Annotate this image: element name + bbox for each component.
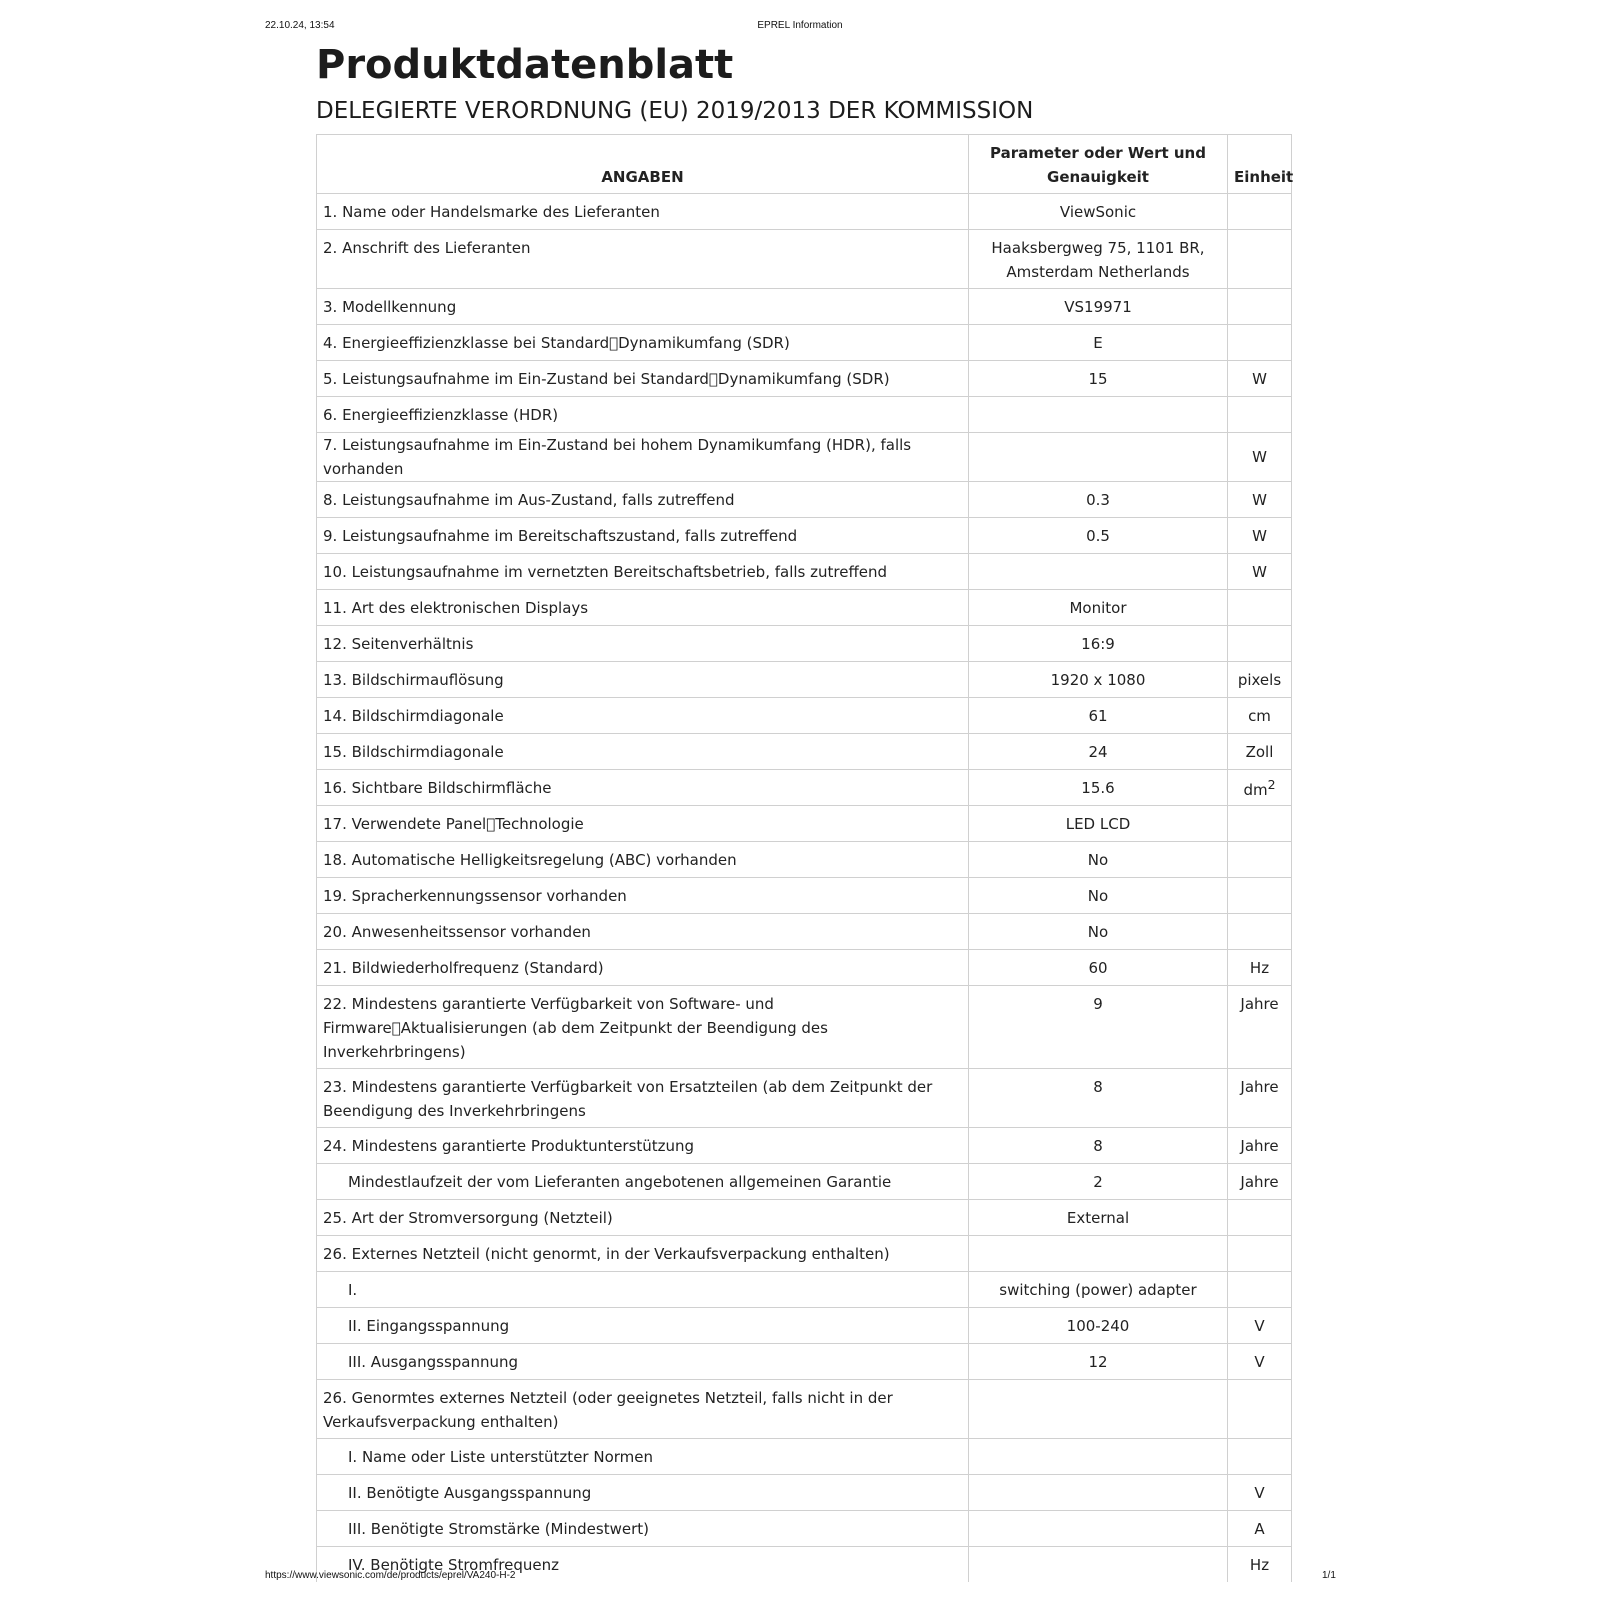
table-row (317, 950, 1292, 986)
row-label: 20. Anwesenheitssensor vorhanden (317, 914, 969, 950)
row-value: 24 (969, 734, 1228, 770)
table-row (317, 806, 1292, 842)
row-value: 15 (969, 361, 1228, 397)
row-label: II. Eingangsspannung (317, 1308, 969, 1344)
row-label: 17. Verwendete Panel Technologie (317, 806, 969, 842)
row-unit: Jahre (1228, 1069, 1292, 1128)
row-label: 23. Mindestens garantierte Verfügbarkeit von Ersatzteilen (ab dem Zeitpunkt der Beendigung des Inverkehrbringens (317, 1069, 969, 1128)
row-value: 1920 x 1080 (969, 662, 1228, 698)
header-einheit: Einheit (1228, 135, 1292, 194)
row-value (969, 433, 1228, 482)
row-unit: W (1228, 433, 1292, 482)
table-row (317, 1380, 1292, 1439)
table-row (317, 1069, 1292, 1128)
row-label: 26. Externes Netzteil (nicht genormt, in der Verkaufsverpackung enthalten) (317, 1236, 969, 1272)
row-value: Haaksbergweg 75, 1101 BR, Amsterdam Netherlands (969, 230, 1228, 289)
row-label: 21. Bildwiederholfrequenz (Standard) (317, 950, 969, 986)
table-row (317, 361, 1292, 397)
row-value: 15.6 (969, 770, 1228, 806)
table-row (317, 986, 1292, 1069)
datasheet-table (316, 134, 1292, 1582)
row-label: 7. Leistungsaufnahme im Ein-Zustand bei hohem Dynamikumfang (HDR), falls vorhanden (317, 433, 969, 482)
row-label: 18. Automatische Helligkeitsregelung (ABC) vorhanden (317, 842, 969, 878)
row-value (969, 1236, 1228, 1272)
row-unit (1228, 325, 1292, 361)
row-unit (1228, 397, 1292, 433)
table-row (317, 698, 1292, 734)
row-unit (1228, 1272, 1292, 1308)
header-parameter: Parameter oder Wert und Genauigkeit (969, 135, 1228, 194)
row-value: E (969, 325, 1228, 361)
row-value (969, 1380, 1228, 1439)
row-label: 14. Bildschirmdiagonale (317, 698, 969, 734)
row-value: 8 (969, 1128, 1228, 1164)
row-unit: Jahre (1228, 1128, 1292, 1164)
row-value: 8 (969, 1069, 1228, 1128)
print-date: 22.10.24, 13:54 (265, 20, 335, 31)
row-unit (1228, 770, 1292, 806)
row-unit (1228, 1236, 1292, 1272)
row-label: I. (317, 1272, 969, 1308)
row-label: 25. Art der Stromversorgung (Netzteil) (317, 1200, 969, 1236)
row-unit: Zoll (1228, 734, 1292, 770)
row-label: III. Ausgangsspannung (317, 1344, 969, 1380)
table-row (317, 554, 1292, 590)
row-unit (1228, 878, 1292, 914)
table-row (317, 230, 1292, 289)
row-label: Mindestlaufzeit der vom Lieferanten angebotenen allgemeinen Garantie (317, 1164, 969, 1200)
row-value: VS19971 (969, 289, 1228, 325)
row-label: 15. Bildschirmdiagonale (317, 734, 969, 770)
row-label: 13. Bildschirmauflösung (317, 662, 969, 698)
table-row (317, 626, 1292, 662)
row-label: 1. Name oder Handelsmarke des Lieferanten (317, 194, 969, 230)
print-title: EPREL Information (757, 20, 843, 31)
table-row (317, 734, 1292, 770)
table-row (317, 518, 1292, 554)
row-value (969, 1511, 1228, 1547)
row-value: 16:9 (969, 626, 1228, 662)
row-unit: W (1228, 518, 1292, 554)
table-row (317, 914, 1292, 950)
row-label: III. Benötigte Stromstärke (Mindestwert) (317, 1511, 969, 1547)
row-label: 12. Seitenverhältnis (317, 626, 969, 662)
row-unit (1228, 842, 1292, 878)
row-unit: Hz (1228, 950, 1292, 986)
row-label: IV. Benötigte Stromfrequenz (317, 1547, 969, 1583)
row-unit (1228, 914, 1292, 950)
row-value: 61 (969, 698, 1228, 734)
row-value: External (969, 1200, 1228, 1236)
row-value: 12 (969, 1344, 1228, 1380)
datasheet (316, 38, 1294, 1582)
row-unit: V (1228, 1344, 1292, 1380)
row-value: 100-240 (969, 1308, 1228, 1344)
row-unit: pixels (1228, 662, 1292, 698)
row-unit: Jahre (1228, 986, 1292, 1069)
table-row (317, 878, 1292, 914)
row-unit: W (1228, 554, 1292, 590)
row-value: 2 (969, 1164, 1228, 1200)
table-row (317, 590, 1292, 626)
table-row (317, 842, 1292, 878)
table-row (317, 1511, 1292, 1547)
row-unit: cm (1228, 698, 1292, 734)
row-unit: W (1228, 361, 1292, 397)
row-unit (1228, 230, 1292, 289)
row-value: No (969, 914, 1228, 950)
table-row (317, 770, 1292, 806)
row-value: Monitor (969, 590, 1228, 626)
row-unit (1228, 1200, 1292, 1236)
row-unit (1228, 590, 1292, 626)
row-label: 19. Spracherkennungssensor vorhanden (317, 878, 969, 914)
page-title: Produktdatenblatt (316, 42, 734, 88)
row-label: 10. Leistungsaufnahme im vernetzten Bereitschaftsbetrieb, falls zutreffend (317, 554, 969, 590)
row-label: 6. Energieeffizienzklasse (HDR) (317, 397, 969, 433)
print-url: https://www.viewsonic.com/de/products/eprel/VA240-H-2 (265, 1570, 516, 1581)
row-value: No (969, 878, 1228, 914)
header-angaben: ANGABEN (317, 135, 969, 194)
row-value: No (969, 842, 1228, 878)
row-unit (1228, 806, 1292, 842)
row-value: 60 (969, 950, 1228, 986)
row-label: 11. Art des elektronischen Displays (317, 590, 969, 626)
row-unit: A (1228, 1511, 1292, 1547)
row-unit (1228, 1380, 1292, 1439)
row-label: I. Name oder Liste unterstützter Normen (317, 1439, 969, 1475)
row-label: 3. Modellkennung (317, 289, 969, 325)
table-row (317, 194, 1292, 230)
print-page-number: 1/1 (1322, 1570, 1336, 1581)
table-row (317, 1308, 1292, 1344)
table-row (317, 325, 1292, 361)
row-label: II. Benötigte Ausgangsspannung (317, 1475, 969, 1511)
row-value (969, 554, 1228, 590)
row-label: 26. Genormtes externes Netzteil (oder geeignetes Netzteil, falls nicht in der Verkaufsverpackung enthalten) (317, 1380, 969, 1439)
row-unit: V (1228, 1475, 1292, 1511)
row-value (969, 1547, 1228, 1583)
table-row (317, 433, 1292, 482)
row-unit (1228, 289, 1292, 325)
table-row (317, 1164, 1292, 1200)
row-label: 16. Sichtbare Bildschirmfläche (317, 770, 969, 806)
row-value (969, 1475, 1228, 1511)
row-value: 9 (969, 986, 1228, 1069)
row-unit: W (1228, 482, 1292, 518)
table-row (317, 662, 1292, 698)
table-row (317, 1475, 1292, 1511)
row-label: 4. Energieeffizienzklasse bei Standard Dynamikumfang (SDR) (317, 325, 969, 361)
row-unit: Jahre (1228, 1164, 1292, 1200)
table-row (317, 1344, 1292, 1380)
row-unit: V (1228, 1308, 1292, 1344)
row-label: 2. Anschrift des Lieferanten (317, 230, 969, 289)
table-row (317, 1128, 1292, 1164)
table-row (317, 1200, 1292, 1236)
row-value: switching (power) adapter (969, 1272, 1228, 1308)
row-unit (1228, 194, 1292, 230)
unit-exponent: 2 (1267, 777, 1276, 792)
row-label: 22. Mindestens garantierte Verfügbarkeit von Software- und Firmware Aktualisierungen (ab dem Zeitpunkt der Beendigung des Inverkehrbringens) (317, 986, 969, 1069)
row-label: 24. Mindestens garantierte Produktunterstützung (317, 1128, 969, 1164)
row-unit (1228, 1439, 1292, 1475)
row-label: 5. Leistungsaufnahme im Ein-Zustand bei Standard Dynamikumfang (SDR) (317, 361, 969, 397)
page-subtitle: DELEGIERTE VERORDNUNG (EU) 2019/2013 DER KOMMISSION (316, 98, 1034, 124)
row-unit: Hz (1228, 1547, 1292, 1583)
table-row (317, 482, 1292, 518)
table-row (317, 1272, 1292, 1308)
table-header-row (317, 135, 1292, 194)
unit-base: dm (1243, 781, 1268, 799)
row-label: 8. Leistungsaufnahme im Aus-Zustand, falls zutreffend (317, 482, 969, 518)
row-value (969, 397, 1228, 433)
row-label: 9. Leistungsaufnahme im Bereitschaftszustand, falls zutreffend (317, 518, 969, 554)
table-row (317, 1439, 1292, 1475)
row-value: LED LCD (969, 806, 1228, 842)
row-value: ViewSonic (969, 194, 1228, 230)
table-row (317, 397, 1292, 433)
row-unit (1228, 626, 1292, 662)
row-value: 0.5 (969, 518, 1228, 554)
row-value (969, 1439, 1228, 1475)
table-row (317, 289, 1292, 325)
row-value: 0.3 (969, 482, 1228, 518)
table-row (317, 1236, 1292, 1272)
